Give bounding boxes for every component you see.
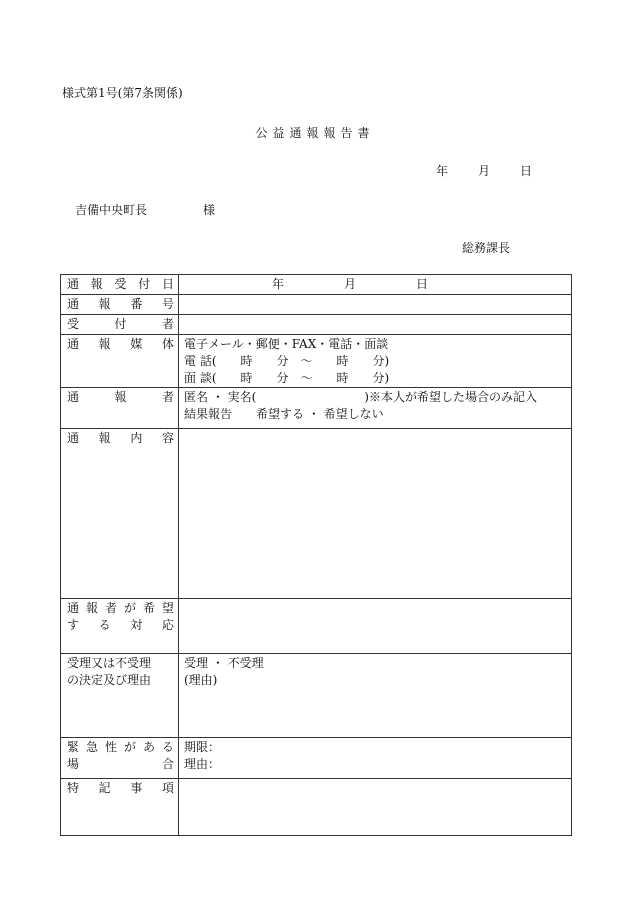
label-char: 者 — [161, 317, 174, 331]
document-title: 公益通報報告書 — [255, 126, 375, 140]
label-char: 番 — [130, 297, 143, 311]
label-char: 場 — [67, 757, 80, 771]
label-medium — [61, 335, 179, 388]
label-content — [61, 429, 179, 599]
spread-label — [67, 336, 174, 353]
receiver-field[interactable] — [179, 315, 572, 335]
addressee-honorific: 様 — [203, 203, 216, 217]
label-char: 通 — [67, 390, 80, 404]
spread-label — [67, 617, 174, 634]
label-char: 通 — [67, 277, 80, 291]
label-char: す — [67, 618, 80, 632]
label-char: 体 — [161, 337, 174, 351]
label-char: 通 — [67, 297, 80, 311]
label-char: 報 — [98, 431, 111, 445]
reception-month: 月 — [344, 277, 357, 291]
result-report-preference: 結果報告 希望する ・ 希望しない — [184, 407, 384, 421]
label-report-number — [61, 295, 179, 315]
label-char: 性 — [104, 740, 117, 754]
spread-label — [67, 430, 174, 447]
reporter-field[interactable] — [179, 388, 572, 429]
table-row — [61, 599, 572, 654]
label-decision — [61, 654, 179, 738]
label-char: 日 — [161, 277, 174, 291]
spread-label — [67, 780, 174, 797]
meeting-time: 面 談( 時 分 〜 時 分) — [184, 371, 390, 385]
label-char: 受 — [67, 317, 80, 331]
spread-label — [67, 316, 174, 333]
label-char: 通 — [67, 431, 80, 445]
label-char: 希 — [142, 601, 155, 615]
label-char: 容 — [161, 431, 174, 445]
spread-label — [67, 756, 174, 773]
addressee-name: 吉備中央町長 — [75, 203, 148, 217]
label-char: 項 — [161, 781, 174, 795]
decision-field[interactable] — [179, 654, 572, 738]
report-number-field[interactable] — [179, 295, 572, 315]
label-notes — [61, 779, 179, 836]
table-row — [61, 335, 572, 388]
table-row — [61, 315, 572, 335]
form-number: 様式第1号(第7条関係) — [62, 86, 183, 100]
decision-label-line2: の決定及び理由 — [67, 673, 152, 687]
table-row — [61, 295, 572, 315]
label-char: 望 — [161, 601, 174, 615]
spread-label — [67, 739, 174, 756]
decision-options: 受理 ・ 不受理 — [184, 656, 264, 670]
table-row — [61, 429, 572, 599]
content-field[interactable] — [179, 429, 572, 599]
decision-label-line1: 受理又は不受理 — [67, 656, 152, 670]
label-char: る — [98, 618, 111, 632]
label-char: 内 — [130, 431, 143, 445]
label-char: 応 — [161, 618, 174, 632]
table-row — [61, 275, 572, 295]
date-month: 月 — [478, 164, 491, 178]
spread-label — [67, 276, 174, 293]
label-char: 通 — [67, 337, 80, 351]
label-char: 報 — [90, 277, 103, 291]
label-receiver — [61, 315, 179, 335]
spread-label — [67, 600, 174, 617]
notes-field[interactable] — [179, 779, 572, 836]
label-char: 合 — [161, 757, 174, 771]
decision-reason: (理由) — [184, 673, 218, 687]
urgency-reason: 理由： — [184, 757, 221, 771]
sender: 総務課長 — [462, 241, 511, 255]
phone-time: 電 話( 時 分 〜 時 分) — [184, 354, 390, 368]
reception-date-field[interactable] — [179, 275, 572, 295]
label-urgency — [61, 738, 179, 779]
table-row — [61, 779, 572, 836]
label-char: 媒 — [130, 337, 143, 351]
label-char: 受 — [114, 277, 127, 291]
label-reporter — [61, 388, 179, 429]
reception-day: 日 — [416, 277, 429, 291]
label-reception-date — [61, 275, 179, 295]
report-date — [436, 162, 532, 179]
label-char: 報 — [114, 390, 127, 404]
label-char: 付 — [114, 317, 127, 331]
medium-options: 電子メール・郵便・FAX・電話・面談 — [184, 337, 389, 351]
label-char: が — [123, 601, 136, 615]
label-char: 号 — [161, 297, 174, 311]
label-char: 記 — [98, 781, 111, 795]
desired-response-field[interactable] — [179, 599, 572, 654]
date-year: 年 — [436, 164, 449, 178]
label-char: 報 — [85, 601, 98, 615]
reception-year: 年 — [272, 277, 285, 291]
label-char: 者 — [104, 601, 117, 615]
label-char: 特 — [67, 781, 80, 795]
label-char: 報 — [98, 337, 111, 351]
urgency-deadline: 期限： — [184, 740, 221, 754]
label-char: あ — [142, 740, 155, 754]
label-char: 者 — [161, 390, 174, 404]
table-row — [61, 654, 572, 738]
label-char: る — [161, 740, 174, 754]
label-char: 通 — [67, 601, 80, 615]
report-table — [60, 274, 572, 836]
label-char: 緊 — [67, 740, 80, 754]
label-char: 付 — [138, 277, 151, 291]
label-char: 急 — [85, 740, 98, 754]
label-char: 報 — [98, 297, 111, 311]
reporter-identity: 匿名 ・ 実名( )※本人が希望した場合のみ記入 — [184, 390, 537, 404]
label-desired-response — [61, 599, 179, 654]
addressee — [75, 201, 215, 218]
date-day: 日 — [520, 164, 533, 178]
label-char: が — [123, 740, 136, 754]
medium-field[interactable] — [179, 335, 572, 388]
urgency-field[interactable] — [179, 738, 572, 779]
label-char: 対 — [130, 618, 143, 632]
label-char: 事 — [130, 781, 143, 795]
table-row — [61, 388, 572, 429]
spread-label — [67, 296, 174, 313]
table-row — [61, 738, 572, 779]
spread-label — [67, 389, 174, 406]
